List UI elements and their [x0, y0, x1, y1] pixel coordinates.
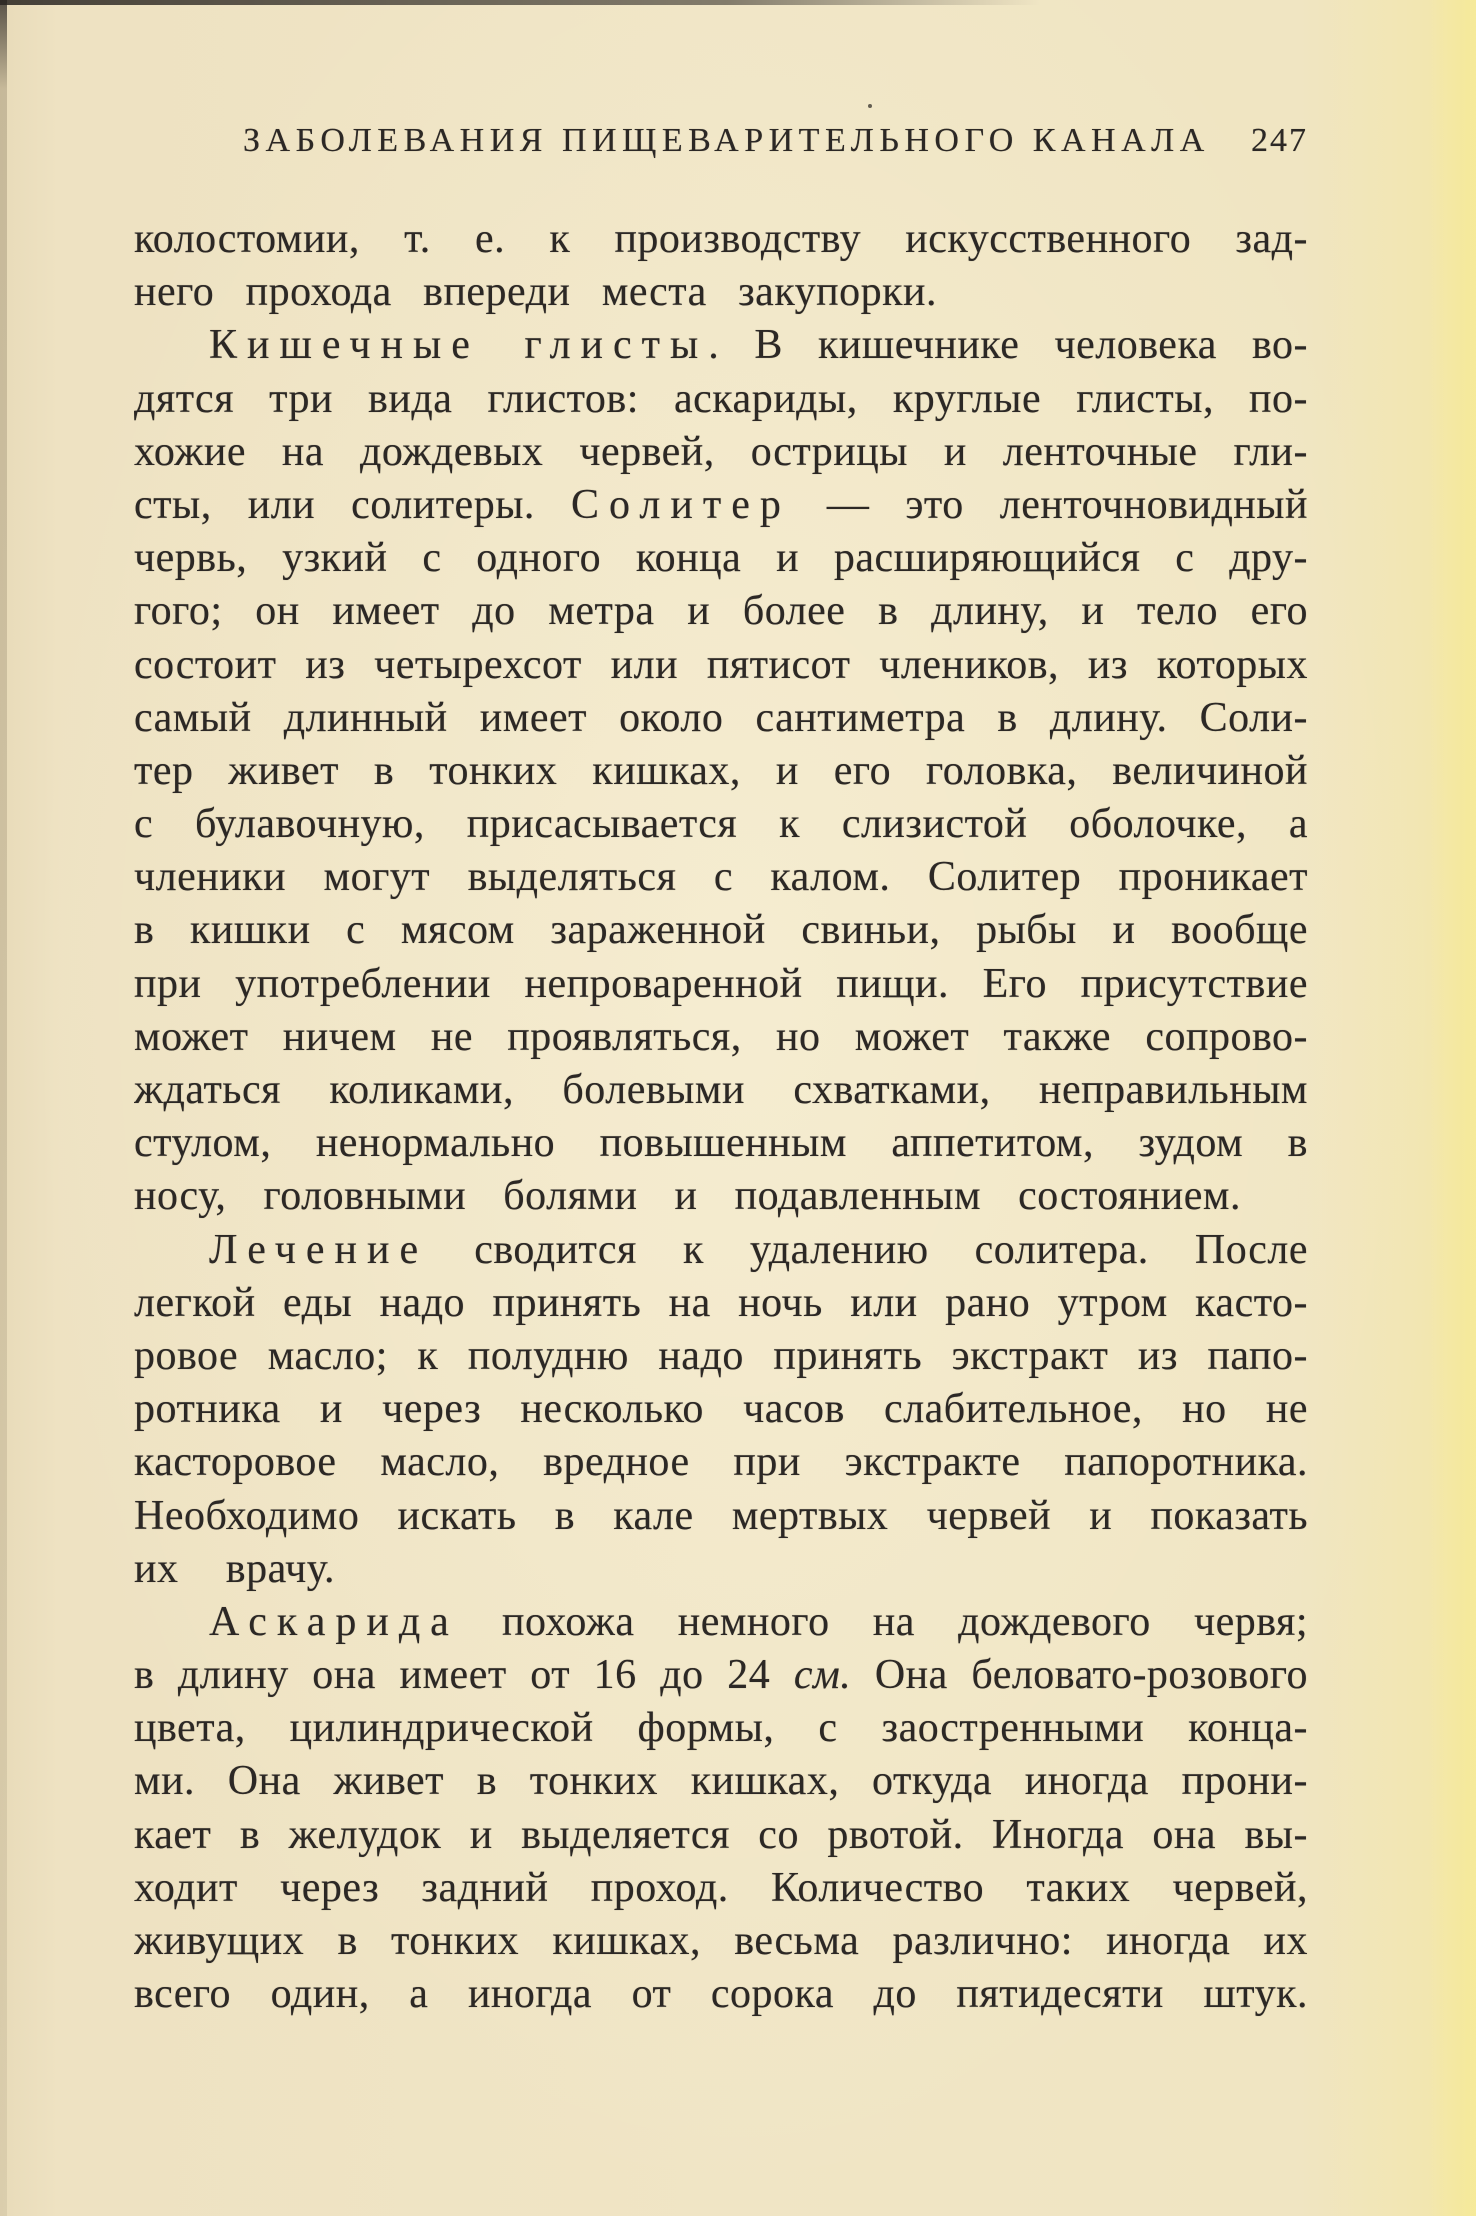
text-run: сводится к удалению солитера. После — [428, 1226, 1308, 1273]
text-line — [134, 1224, 1308, 1277]
text-run: . В кишечнике человека во- — [708, 322, 1308, 369]
text-line: их врачу. — [134, 1545, 335, 1592]
text-run: похожа немного на дождевого червя; — [458, 1598, 1308, 1645]
text-run: Она беловато-розового — [851, 1652, 1308, 1699]
text-line: тер живет в тонких кишках, и его головка, величиной — [134, 747, 1308, 794]
text-line — [134, 319, 1308, 372]
text-line: самый длинный имеет около сантиметра в длину. Соли- — [134, 694, 1308, 741]
text-line — [134, 1596, 1308, 1649]
text-line: ми. Она живет в тонких кишках, откуда иногда прони- — [134, 1758, 1308, 1805]
emphasized-term: Солитер — [570, 481, 791, 528]
body-text — [134, 213, 1308, 2021]
text-line: хожие на дождевых червей, острицы и ленточные гли- — [134, 428, 1308, 475]
text-line: колостомии, т. е. к производству искусственного зад- — [134, 216, 1308, 262]
scan-left-edge — [0, 0, 7, 2216]
text-line: при употреблении непроваренной пищи. Его присутствие — [134, 960, 1308, 1007]
text-line: членики могут выделяться с калом. Солитер проникает — [134, 854, 1308, 901]
text-line: всего один, а иногда от сорока до пятидесяти штук. — [134, 1971, 1308, 2018]
text-line: может ничем не проявляться, но может также сопрово- — [134, 1013, 1308, 1060]
text-line: касторовое масло, вредное при экстракте папоротника. — [134, 1439, 1308, 1486]
text-run: сты, или солитеры. — [134, 481, 571, 528]
text-run: в длину она имеет от 16 до 24 — [134, 1652, 794, 1699]
text-line: червь, узкий с одного конца и расширяющийся с дру- — [134, 535, 1308, 582]
text-line: дятся три вида глистов: аскариды, круглые глисты, по- — [134, 375, 1308, 422]
page-number: 247 — [1251, 122, 1308, 159]
text-line: него прохода впереди места закупорки. — [134, 269, 937, 316]
text-line: ждаться коликами, болевыми схватками, неправильным — [134, 1067, 1308, 1113]
text-line: гого; он имеет до метра и более в длину, и тело его — [134, 588, 1308, 635]
emphasized-term: Лечение — [209, 1226, 429, 1273]
text-line: кает в желудок и выделяется со рвотой. Иногда она вы- — [134, 1811, 1308, 1858]
text-line: ровое масло; к полудню надо принять экстракт из папо- — [134, 1332, 1308, 1379]
text-line: в кишки с мясом зараженной свиньи, рыбы и вообще — [134, 907, 1308, 954]
scan-right-edge — [1430, 0, 1476, 2216]
text-line: живущих в тонких кишках, весьма различно: иногда их — [134, 1918, 1308, 1964]
text-line: цвета, цилиндрической формы, с заостренными конца- — [134, 1705, 1308, 1752]
text-line: легкой еды надо принять на ночь или рано утром касто- — [134, 1279, 1308, 1326]
emphasized-heading: Кишечные глисты — [209, 322, 709, 369]
running-title: ЗАБОЛЕВАНИЯ ПИЩЕВАРИТЕЛЬНОГО КАНАЛА — [243, 122, 1210, 159]
running-head — [134, 116, 1308, 166]
text-line: ходит через задний проход. Количество таких червей, — [134, 1864, 1308, 1911]
text-line: Необходимо искать в кале мертвых червей и показать — [134, 1492, 1308, 1539]
text-line — [134, 479, 1308, 532]
unit-abbreviation: см. — [793, 1652, 852, 1699]
print-speck — [868, 104, 872, 108]
text-line: носу, головными болями и подавленным состоянием. — [134, 1173, 1241, 1220]
text-line: стулом, ненормально повышенным аппетитом, зудом в — [134, 1120, 1308, 1167]
text-line: с булавочную, присасывается к слизистой оболочке, а — [134, 801, 1308, 848]
text-line: ротника и через несколько часов слабительное, но не — [134, 1386, 1308, 1433]
emphasized-term: Аскарида — [209, 1598, 459, 1645]
text-run: — это ленточновидный — [790, 481, 1308, 528]
scan-top-edge — [0, 0, 1040, 5]
text-line: состоит из четырехсот или пятисот члеников, из которых — [134, 641, 1308, 688]
text-line — [134, 1649, 1308, 1702]
